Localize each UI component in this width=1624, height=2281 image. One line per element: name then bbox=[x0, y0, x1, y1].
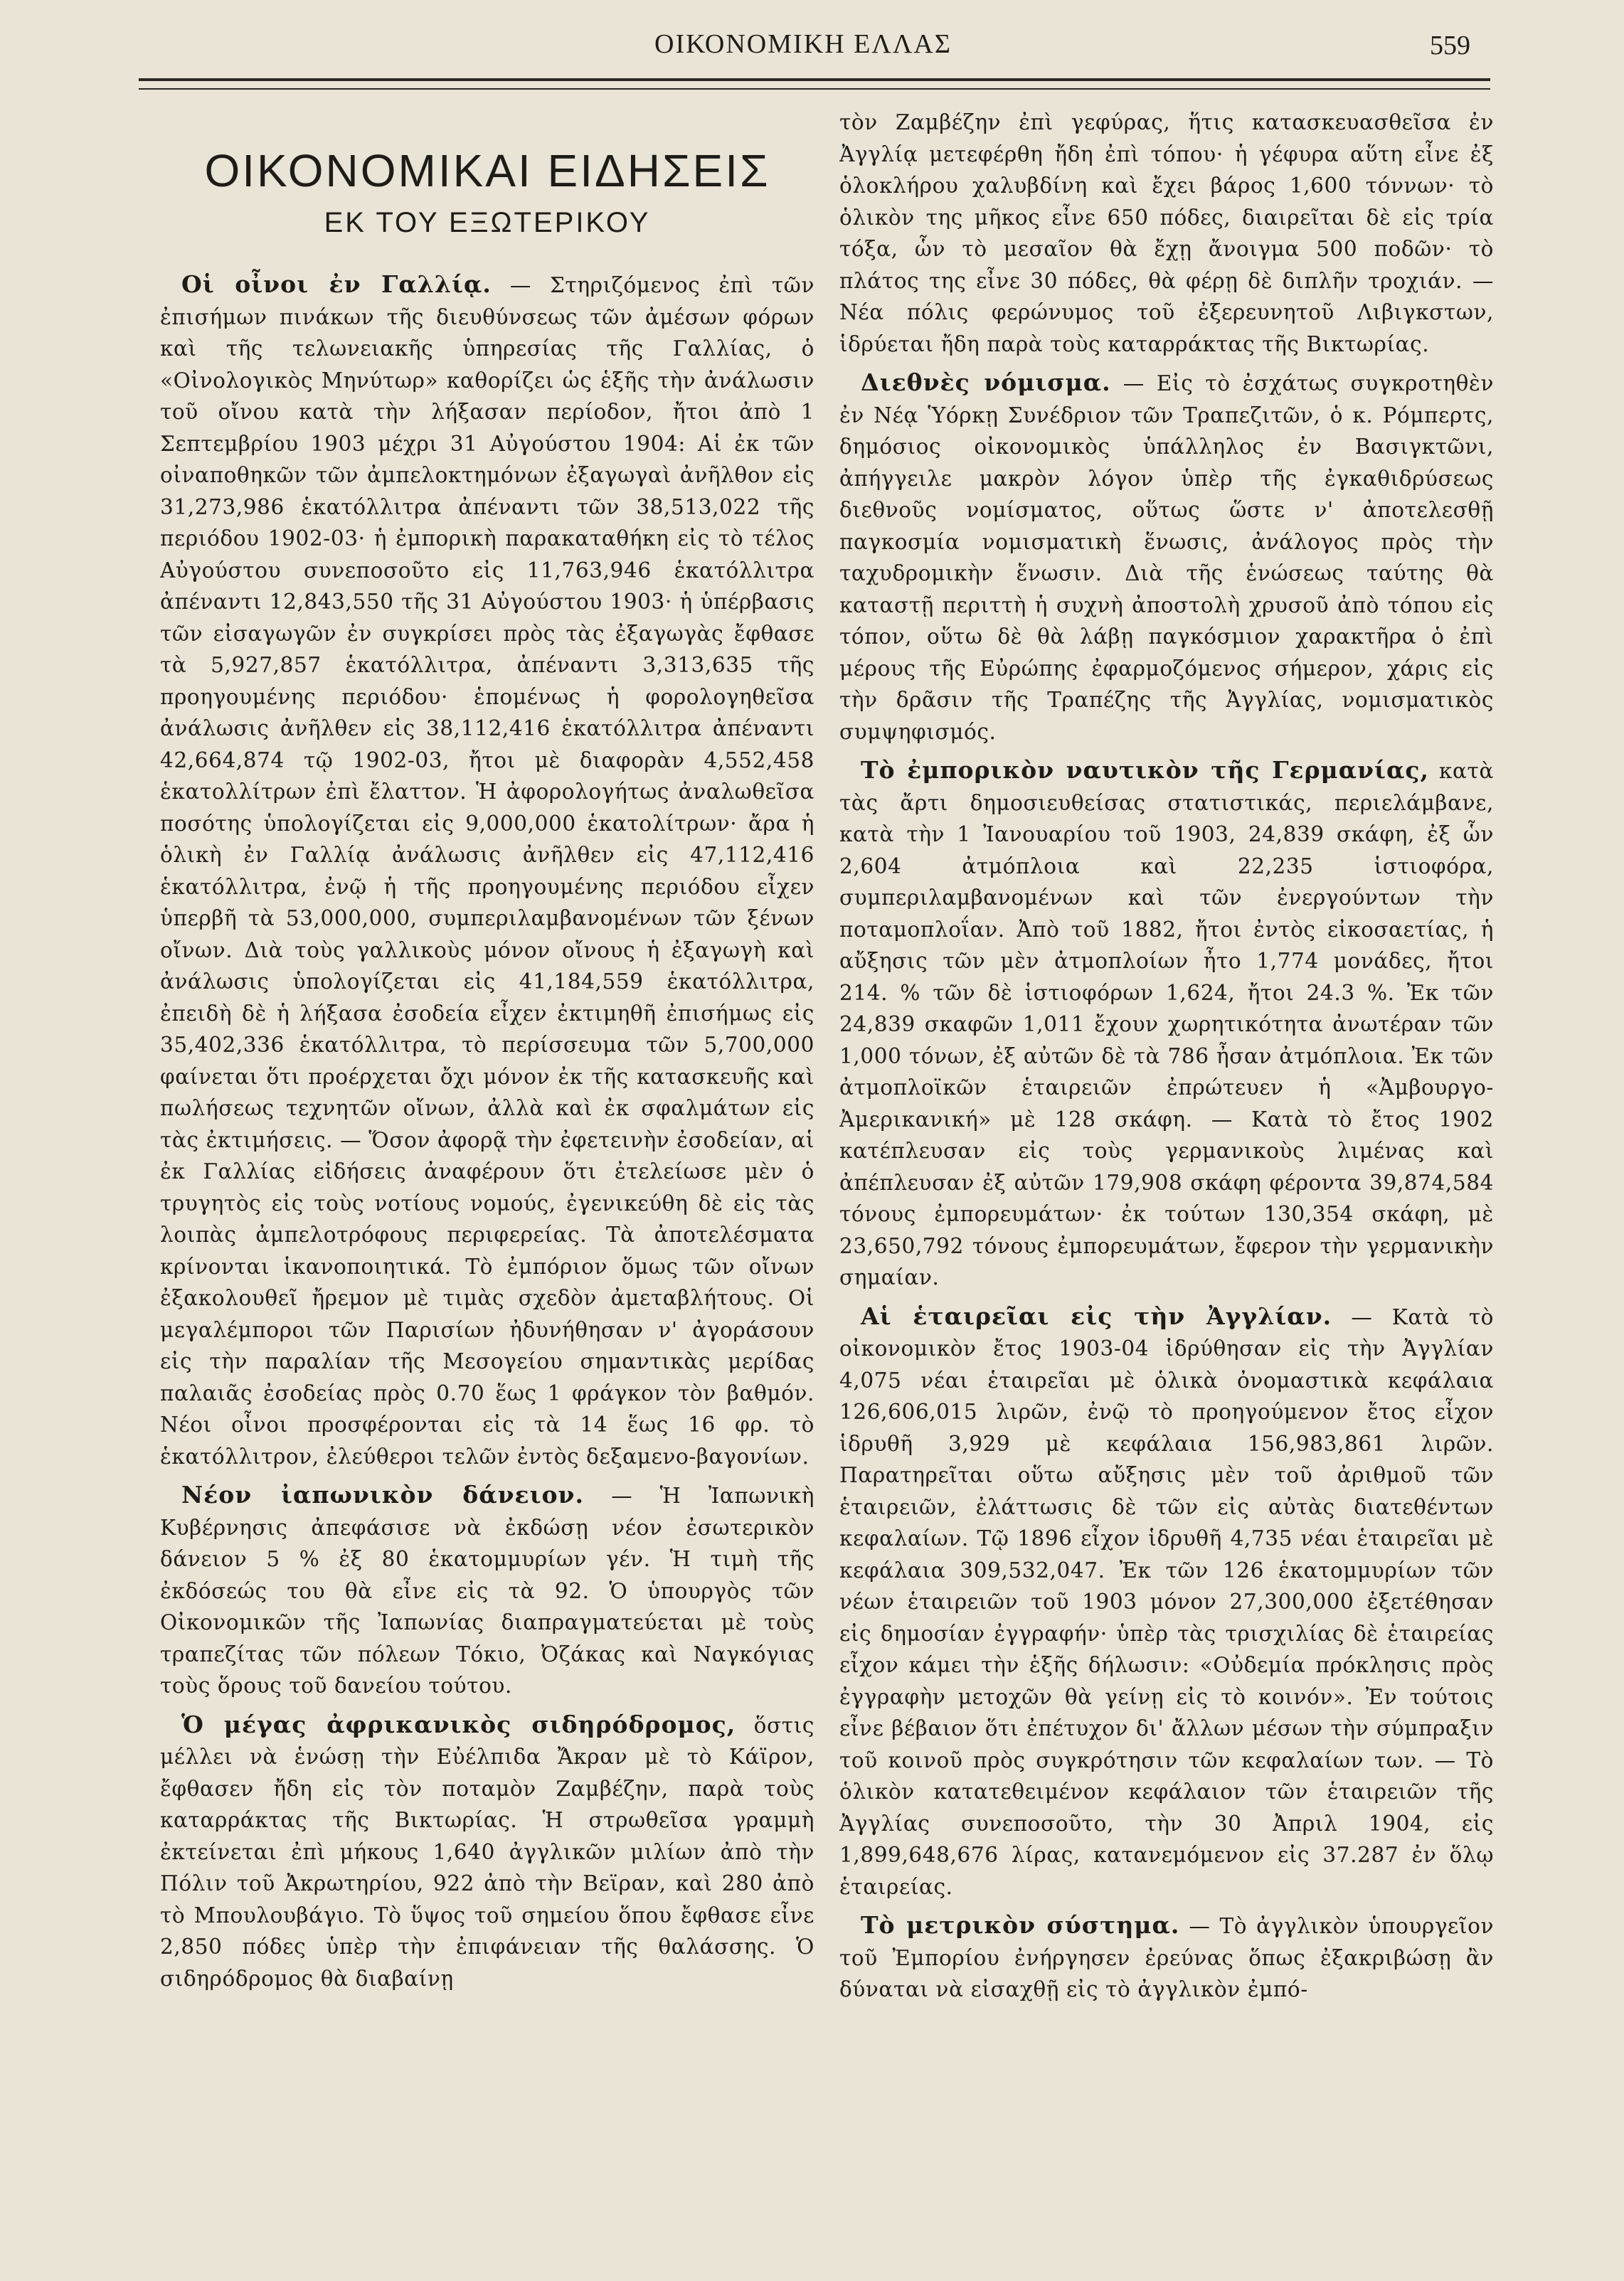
section-subtitle: ΕΚ ΤΟΥ ΕΞΩΤΕΡΙΚΟΥ bbox=[324, 207, 651, 238]
header-rule-thin bbox=[139, 88, 1490, 90]
article-heading: Οἱ οἶνοι ἐν Γαλλίᾳ. bbox=[181, 270, 492, 298]
article-text: — Στηριζόμενος ἐπὶ τῶν ἐπισήμων πινάκων τῆς διευθύνσεως τῶν ἀμέσων φόρων καὶ τῆς τελωνειακῆς ὑπηρεσίας τῆς Γαλλίας, ὁ «Οἰνολογικὸς Μηνύτωρ» καθορίζει ὡς ἑξῆς τὴν ἀνάλωσιν τοῦ οἴνου κατὰ τὴν λήξασαν περίοδον, ἤτοι ἀπὸ 1 Σεπτεμβρίου 1903 μέχρι 31 Αὐγούστου 1904: Αἱ ἐκ τῶν οἰναποθηκῶν τῶν ἀμπελοκτημόνων ἐξαγωγαὶ ἀνῆλθον εἰς 31,273,986 ἑκατόλλιτρα ἀπέναντι τῶν 38,513,022 τῆς περιόδου 1902-03· ἡ ἐμπορικὴ παρακαταθήκη εἰς τὸ τέλος Αὐγούστου συνεποσοῦτο εἰς 11,763,946 ἑκατόλλιτρα ἀπέναντι 12,843,550 τῆς 31 Αὐγούστου 1903· ἡ ὑπέρβασις τῶν εἰσαγωγῶν ἐν συγκρίσει πρὸς τὰς ἐξαγωγὰς ἔφθασε τὰ 5,927,857 ἑκατόλλιτρα, ἀπέναντι 3,313,635 τῆς προηγουμένης περιόδου· ἑπομένως ἡ φορολογηθεῖσα ἀνάλωσις ἀνῆλθεν εἰς 38,112,416 ἑκατόλλιτρα ἀπέναντι 42,664,874 τῷ 1902-03, ἤτοι μὲ διαφορὰν 4,552,458 ἑκατολλίτρων ἐπὶ ἔλαττον. Ἡ ἀφορολογήτως ἀναλωθεῖσα ποσότης ὑπολογίζεται εἰς 9,000,000 ἑκατολίτρων· ἄρα ἡ ὁλικὴ ἐν Γαλλίᾳ ἀνάλωσις ἀνῆλθεν εἰς 47,112,416 ἑκατόλλιτρα, ἐνῷ ἡ τῆς προηγουμένης περιόδου εἶχεν ὑπερβῆ τὰ 53,000,000, συμπεριλαμβανομένων τῶν ξένων οἴνων. Διὰ τοὺς γαλλικοὺς μόνον οἴνους ἡ ἐξαγωγὴ καὶ ἀνάλωσις ὑπολογίζεται εἰς 41,184,559 ἑκατόλλιτρα, ἐπειδὴ δὲ ἡ λήξασα ἐσοδεία εἶχεν ἐκτιμηθῆ ἐπισήμως εἰς 35,402,336 ἑκατόλλιτρα, τὸ περίσσευμα τῶν 5,700,000 φαίνεται ὅτι προέρχεται ὄχι μόνον ἐκ τῆς κατασκευῆς καὶ πωλήσεως τεχνητῶν οἴνων, ἀλλὰ καὶ ἐκ σφαλμάτων εἰς τὰς ἐκτιμήσεις. — Ὅσον ἀφορᾷ τὴν ἐφετεινὴν ἐσοδείαν, αἱ ἐκ Γαλλίας εἰδήσεις ἀναφέρουν ὅτι ἐτελείωσε μὲν ὁ τρυγητὸς εἰς τοὺς νοτίους νομούς, ἐγενικεύθη δὲ εἰς τὰς λοιπὰς ἀμπελοτρόφους περιφερείας. Τὰ ἀποτελέσματα κρίνονται ἱκανοποιητικά. Τὸ ἐμπόριον ὅμως τῶν οἴνων ἐξακολουθεῖ ἤρεμον μὲ τιμὰς σχεδὸν ἀμεταβλήτους. Οἱ μεγαλέμποροι τῶν Παρισίων ἠδυνήθησαν ν' ἀγοράσουν εἰς τὴν παραλίαν τῆς Μεσογείου σημαντικὰς μερίδας παλαιᾶς ἐσοδείας πρὸς 0.70 ἕως 1 φράγκον τὸν βαθμόν. Νέοι οἶνοι προσφέρονται εἰς τὰ 14 ἕως 16 φρ. τὸ ἑκατόλλιτρον, ἐλεύθεροι τελῶν ἐντὸς δεξαμενο-βαγονίων. bbox=[160, 273, 814, 1469]
article-text: ὅστις μέλλει νὰ ἑνώσῃ τὴν Εὐέλπιδα Ἄκραν μὲ τὸ Κάϊρον, ἔφθασεν ἤδη εἰς τὸν ποταμὸν Ζαμβέζην, παρὰ τοὺς καταρράκτας τῆς Βικτωρίας. Ἡ στρωθεῖσα γραμμὴ ἐκτείνεται ἐπὶ μήκους 1,640 ἀγγλικῶν μιλίων ἀπὸ τὴν Πόλιν τοῦ Ἀκρωτηρίου, 922 ἀπὸ τὴν Βεϊραν, καὶ 280 ἀπὸ τὸ Μπουλουβάγιο. Τὸ ὕψος τοῦ σημείου ὅπου ἔφθασε εἶνε 2,850 πόδες ὑπὲρ τὴν ἐπιφάνειαν τῆς θαλάσσης. Ὁ σιδηρόδρομος θὰ διαβαίνῃ bbox=[160, 1713, 814, 1991]
article-heading: Νέον ἰαπωνικὸν δάνειον. bbox=[181, 1481, 584, 1509]
article-railway bbox=[160, 1709, 814, 1995]
page-number: 559 bbox=[1430, 31, 1470, 60]
article-text: — Ἡ Ἰαπωνικὴ Κυβέρνησις ἀπεφάσισε νὰ ἐκδώσῃ νέον ἐσωτερικὸν δάνειον 5 % ἐξ 80 ἑκατομμυρίων γέν. Ἡ τιμὴ τῆς ἐκδόσεώς του θὰ εἶνε εἰς τὰ 92. Ὁ ὑπουργὸς τῶν Οἰκονομικῶν τῆς Ἰαπωνίας διαπραγματεύεται μὲ τοὺς τραπεζίτας τῶν πόλεων Τόκιο, Ὀζάκας καὶ Ναγκόγιας τοὺς ὅρους τοῦ δανείου τούτου. bbox=[160, 1484, 814, 1698]
right-column bbox=[839, 107, 1494, 2262]
article-metric bbox=[839, 1910, 1494, 2006]
article-wines bbox=[160, 269, 814, 1472]
section-title: ΟΙΚΟΝΟΜΙΚΑΙ ΕΙΔΗΣΕΙΣ bbox=[204, 145, 770, 196]
article-currency bbox=[839, 367, 1494, 748]
article-text: — Κατὰ τὸ οἰκονομικὸν ἔτος 1903-04 ἱδρύθησαν εἰς τὴν Ἀγγλίαν 4,075 νέαι ἑταιρεῖαι μὲ ὁλικὰ ὀνομαστικὰ κεφάλαια 126,606,015 λιρῶν, ἐνῷ τὸ προηγούμενον ἔτος εἶχον ἱδρυθῆ 3,929 μὲ κεφάλαια 156,983,861 λιρῶν. Παρατηρεῖται οὕτω αὔξησις μὲν τοῦ ἀριθμοῦ τῶν ἑταιρειῶν, ἐλάττωσις δὲ τῶν εἰς αὐτὰς διατεθέντων κεφαλαίων. Τῷ 1896 εἶχον ἱδρυθῆ 4,735 νέαι ἑταιρεῖαι μὲ κεφάλαια 309,532,047. Ἐκ τῶν 126 ἑκατομμυρίων τῶν νέων ἑταιρειῶν τοῦ 1903 μόνον 27,300,000 ἐξετέθησαν εἰς δημοσίαν ἐγγραφήν· ὑπὲρ τὰς τρισχιλίας δὲ ἑταιρείας εἶχον κάμει τὴν ἑξῆς δήλωσιν: «Οὐδεμία πρόκλησις πρὸς ἐγγραφὴν μετοχῶν θὰ γείνῃ εἰς τὸ κοινόν». Ἐν τούτοις εἶνε βέβαιον ὅτι ἐπέτυχον δι' ἄλλων μέσων τὴν σύμπραξιν τοῦ κοινοῦ πρὸς συγκρότησιν τῶν κεφαλαίων των. — Τὸ ὁλικὸν κατατεθειμένον κεφάλαιον τῶν ἑταιρειῶν τῆς Ἀγγλίας συνεποσοῦτο, τὴν 30 Ἀπριλ 1904, εἰς 1,899,648,676 λίρας, κατανεμόμενον εἰς 37.287 ἐν ὅλῳ ἑταιρείας. bbox=[839, 1304, 1494, 1899]
header-rule bbox=[139, 78, 1490, 81]
article-companies bbox=[839, 1301, 1494, 1903]
page-header bbox=[0, 0, 1624, 71]
running-title: ΟΙΚΟΝΟΜΙΚΗ ΕΛΛΑΣ bbox=[654, 29, 952, 59]
article-german-fleet bbox=[839, 755, 1494, 1294]
article-text: — Εἰς τὸ ἐσχάτως συγκροτηθὲν ἐν Νέᾳ Ὑόρκῃ Συνέδριον τῶν Τραπεζιτῶν, ὁ κ. Ρόμπερτς, δημόσιος οἰκονομικὸς ὑπάλληλος ἐν Βασιγκτῶνι, ἀπήγγειλε μακρὸν λόγον ὑπὲρ τῆς ἐγκαθιδρύσεως διεθνοῦς νομίσματος, οὕτως ὥστε ν' ἀποτελεσθῇ παγκοσμία νομισματικὴ ἕνωσις, ἀνάλογος πρὸς τὴν ταχυδρομικὴν ἕνωσιν. Διὰ τῆς ἑνώσεως ταύτης θὰ καταστῇ περιττὴ ἡ συχνὴ ἀποστολὴ χρυσοῦ ἀπὸ τόπου εἰς τόπον, οὕτω δὲ θὰ λάβῃ παγκόσμιον χαρακτῆρα ὁ ἐπὶ μέρους τῆς Εὐρώπης ἐφαρμοζόμενος σήμερον, χάρις εἰς τὴν δρᾶσιν τῆς Τραπέζης τῆς Ἀγγλίας, νομισματικὸς συμψηφισμός. bbox=[839, 371, 1494, 744]
left-column bbox=[160, 107, 814, 2262]
article-heading: Τὸ μετρικὸν σύστημα. bbox=[861, 1911, 1180, 1939]
article-heading: Αἱ ἑταιρεῖαι εἰς τὴν Ἀγγλίαν. bbox=[861, 1302, 1332, 1330]
article-text: κατὰ τὰς ἄρτι δημοσιευθείσας στατιστικάς, περιελάμβανε, κατὰ τὴν 1 Ἰανουαρίου τοῦ 1903, 24,839 σκάφη, ἐξ ὧν 2,604 ἀτμόπλοια καὶ 22,235 ἱστιοφόρα, συμπεριλαμβανομένων καὶ τῶν ἐνεργούντων τὴν ποταμοπλοΐαν. Ἀπὸ τοῦ 1882, ἤτοι ἐντὸς εἰκοσαετίας, ἡ αὔξησις τῶν μὲν ἀτμοπλοίων ἦτο 1,774 μονάδες, ἤτοι 214. % τῶν δὲ ἱστιοφόρων 1,624, ἤτοι 24.3 %. Ἐκ τῶν 24,839 σκαφῶν 1,011 ἔχουν χωρητικότητα ἀνωτέραν τῶν 1,000 τόνων, ἐξ αὐτῶν δὲ τὰ 786 ἦσαν ἀτμόπλοια. Ἐκ τῶν ἀτμοπλοϊκῶν ἑταιρειῶν ἐπρώτευεν ἡ «Ἀμβουργο-Ἀμερικανική» μὲ 128 σκάφη. — Κατὰ τὸ ἔτος 1902 κατέπλευσαν εἰς τοὺς γερμανικοὺς λιμένας καὶ ἀπέπλευσαν ἐξ αὐτῶν 179,908 σκάφη φέροντα 39,874,584 τόνους ἐμπορευμάτων· ἐκ τούτων 130,354 σκάφη, μὲ 23,650,792 τόνους ἐμπορευμάτων, ἔφερον τὴν γερμανικὴν σημαίαν. bbox=[839, 759, 1494, 1290]
article-text: — Τὸ ἀγγλικὸν ὑπουργεῖον τοῦ Ἐμπορίου ἐνήργησεν ἐρεύνας ὅπως ἐξακριβώσῃ ἂν δύναται νὰ εἰσαχθῇ εἰς τὸ ἀγγλικὸν ἐμπό- bbox=[839, 1914, 1494, 2001]
article-heading: Τὸ ἐμπορικὸν ναυτικὸν τῆς Γερμανίας, bbox=[861, 756, 1429, 784]
article-railway-continued: τὸν Ζαμβέζην ἐπὶ γεφύρας, ἥτις κατασκευασθεῖσα ἐν Ἀγγλίᾳ μετεφέρθη ἤδη ἐπὶ τόπου· ἡ γέφυρα αὕτη εἶνε ἐξ ὁλοκλήρου χαλυβδίνη καὶ ἔχει βάρος 1,600 τόννων· τὸ ὁλικὸν της μῆκος εἶνε 650 πόδες, διαιρεῖται δὲ εἰς τρία τόξα, ὧν τὸ μεσαῖον θὰ ἔχῃ ἄνοιγμα 500 ποδῶν· τὸ πλάτος της εἶνε 30 πόδες, θὰ φέρῃ δὲ διπλῆν τροχιάν. — Νέα πόλις φερώνυμος τοῦ ἐξερευνητοῦ Λιβιγκστων, ἱδρύεται ἤδη παρὰ τοὺς καταρράκτας τῆς Βικτωρίας. bbox=[839, 110, 1494, 356]
article-heading: Ὁ μέγας ἀφρικανικὸς σιδηρόδρομος, bbox=[181, 1710, 736, 1738]
article-japan-loan bbox=[160, 1479, 814, 1702]
article-heading: Διεθνὲς νόμισμα. bbox=[861, 368, 1111, 396]
